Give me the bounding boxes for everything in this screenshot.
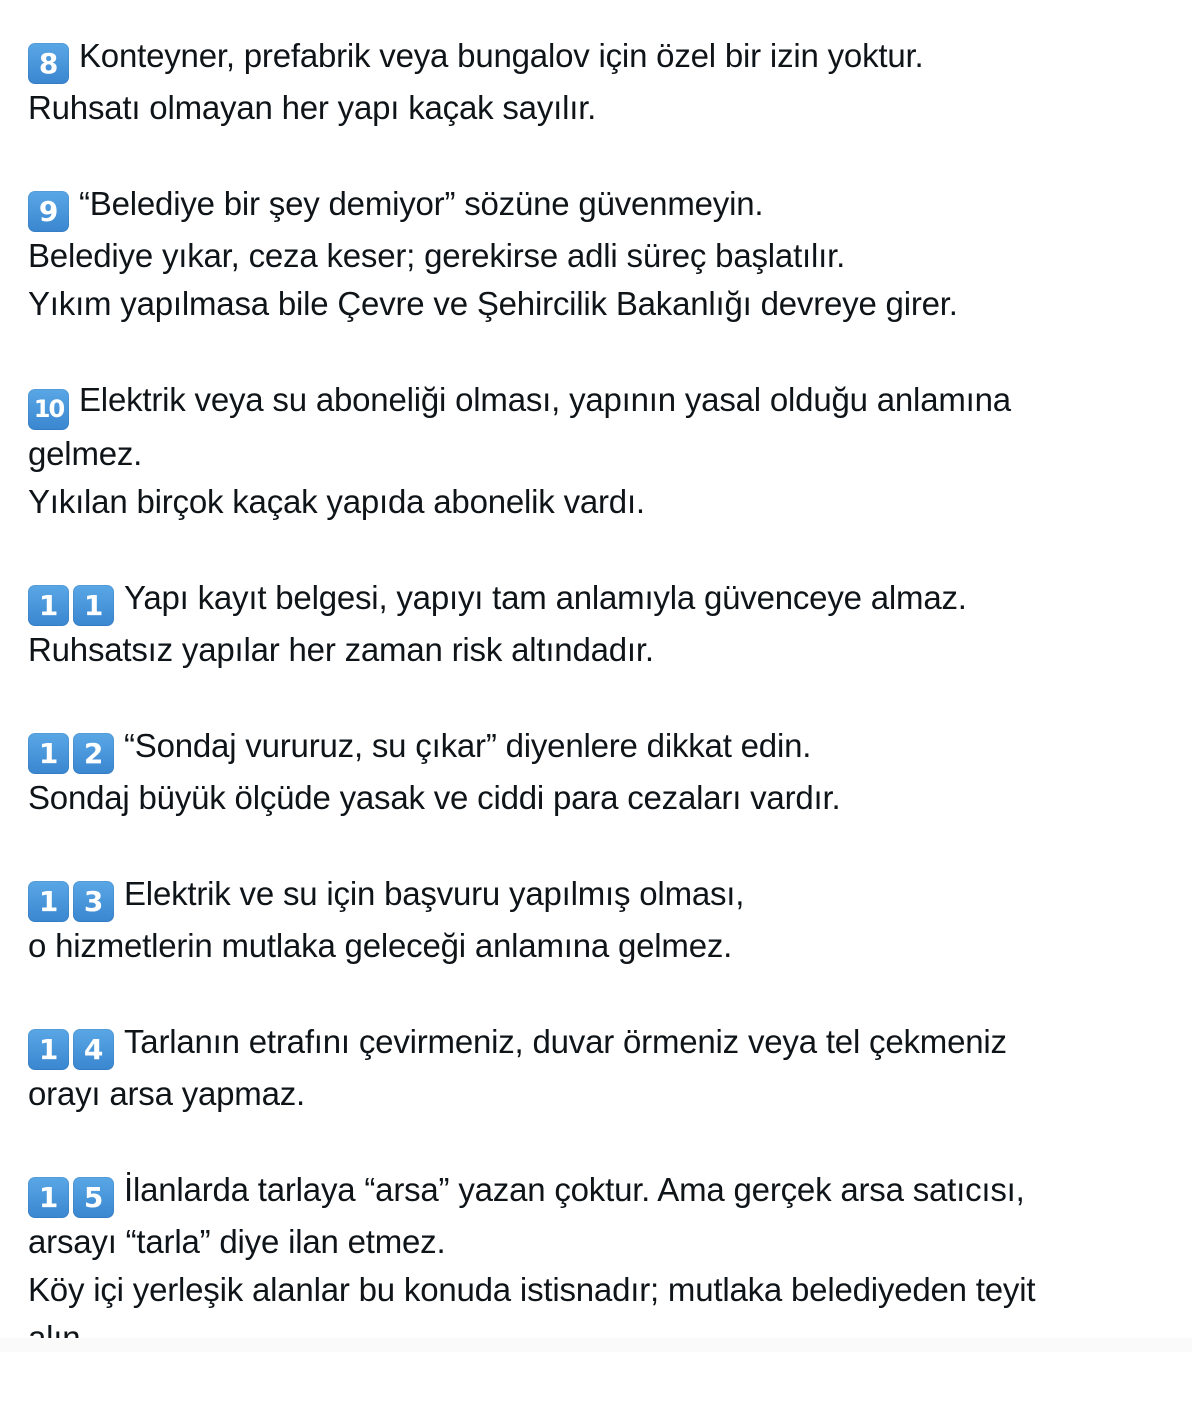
keycap-digit-icon: 1 — [28, 881, 69, 922]
item-text: “Sondaj vururuz, su çıkar” diyenlere dikkat edin. — [124, 727, 812, 764]
item-text: Yıkım yapılmasa bile Çevre ve Şehircilik Bakanlığı devreye girer. — [28, 285, 958, 322]
item-text: orayı arsa yapmaz. — [28, 1075, 306, 1112]
list-item — [28, 574, 1168, 674]
keycap-digit-icon: 10 — [28, 389, 69, 430]
item-text: Yıkılan birçok kaçak yapıda abonelik vardı. — [28, 483, 645, 520]
item-text: Konteyner, prefabrik veya bungalov için özel bir izin yoktur. — [79, 37, 924, 74]
list-item — [28, 1166, 1168, 1362]
item-text: Ruhsatsız yapılar her zaman risk altındadır. — [28, 631, 654, 668]
item-line — [28, 1218, 1168, 1266]
item-text: gelmez. — [28, 435, 143, 472]
item-text: Köy içi yerleşik alanlar bu konuda istisnadır; mutlaka belediyeden teyit — [28, 1271, 1036, 1308]
item-first-line — [28, 870, 1168, 922]
keycap-digit-icon: 1 — [73, 585, 114, 626]
list-item — [28, 870, 1168, 970]
post-body — [28, 32, 1168, 1410]
keycap-number-icon — [28, 733, 114, 774]
item-line — [28, 280, 1168, 328]
item-text: o hizmetlerin mutlaka geleceği anlamına gelmez. — [28, 927, 733, 964]
keycap-number-icon — [28, 43, 69, 84]
item-text: Elektrik veya su aboneliği olması, yapının yasal olduğu anlamına — [79, 381, 1011, 418]
item-first-line — [28, 180, 1168, 232]
keycap-number-icon — [28, 1177, 114, 1218]
item-line — [28, 1070, 1168, 1118]
keycap-digit-icon: 1 — [28, 1029, 69, 1070]
list-item — [28, 1018, 1168, 1118]
keycap-digit-icon: 1 — [28, 733, 69, 774]
keycap-digit-icon: 1 — [28, 1177, 69, 1218]
item-text: “Belediye bir şey demiyor” sözüne güvenmeyin. — [79, 185, 764, 222]
item-text: Belediye yıkar, ceza keser; gerekirse adli süreç başlatılır. — [28, 237, 846, 274]
bottom-edge — [0, 1338, 1192, 1352]
item-first-line — [28, 722, 1168, 774]
item-line — [28, 774, 1168, 822]
keycap-number-icon — [28, 389, 69, 430]
keycap-number-icon — [28, 1029, 114, 1070]
item-first-line — [28, 32, 1168, 84]
item-first-line — [28, 1166, 1168, 1218]
keycap-digit-icon: 1 — [28, 585, 69, 626]
list-item — [28, 722, 1168, 822]
keycap-digit-icon: 5 — [73, 1177, 114, 1218]
keycap-number-icon — [28, 191, 69, 232]
item-text: Tarlanın etrafını çevirmeniz, duvar örmeniz veya tel çekmeniz — [124, 1023, 1007, 1060]
list-item — [28, 32, 1168, 132]
item-line — [28, 478, 1168, 526]
item-line — [28, 626, 1168, 674]
keycap-digit-icon: 2 — [73, 733, 114, 774]
keycap-digit-icon: 9 — [28, 191, 69, 232]
item-line — [28, 1266, 1168, 1314]
item-text: Ruhsatı olmayan her yapı kaçak sayılır. — [28, 89, 597, 126]
item-first-line — [28, 574, 1168, 626]
keycap-number-icon — [28, 585, 114, 626]
item-text: İlanlarda tarlaya “arsa” yazan çoktur. Ama gerçek arsa satıcısı, — [124, 1171, 1025, 1208]
item-first-line — [28, 1018, 1168, 1070]
item-text: Sondaj büyük ölçüde yasak ve ciddi para cezaları vardır. — [28, 779, 841, 816]
item-line — [28, 84, 1168, 132]
item-text: arsayı “tarla” diye ilan etmez. — [28, 1223, 446, 1260]
item-first-line — [28, 376, 1168, 430]
item-line — [28, 922, 1168, 970]
list-item — [28, 376, 1168, 526]
item-text: Yapı kayıt belgesi, yapıyı tam anlamıyla güvenceye almaz. — [124, 579, 967, 616]
item-line — [28, 430, 1168, 478]
keycap-digit-icon: 8 — [28, 43, 69, 84]
keycap-digit-icon: 4 — [73, 1029, 114, 1070]
item-line — [28, 232, 1168, 280]
item-text: Elektrik ve su için başvuru yapılmış olması, — [124, 875, 745, 912]
keycap-number-icon — [28, 881, 114, 922]
keycap-digit-icon: 3 — [73, 881, 114, 922]
list-item — [28, 180, 1168, 328]
